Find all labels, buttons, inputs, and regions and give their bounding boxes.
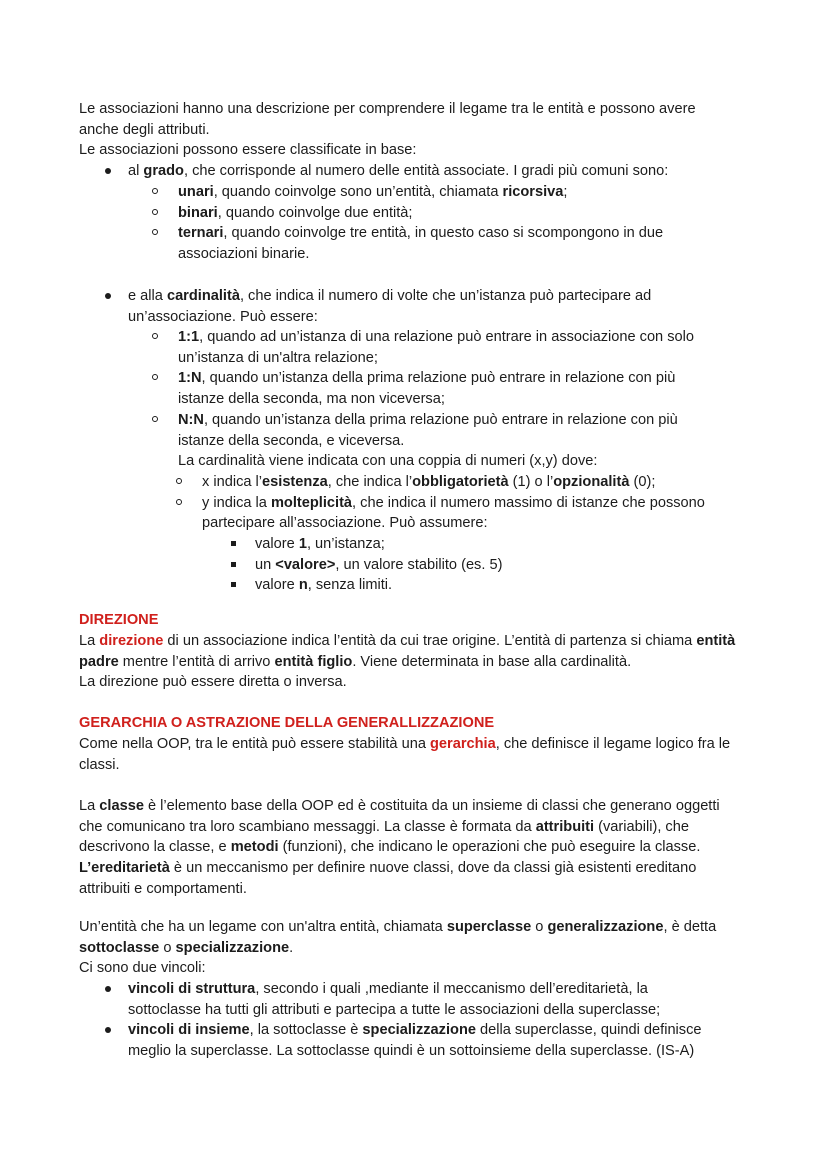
list-item <box>128 979 723 1020</box>
vincoli-struttura-text: , secondo i quali ,mediante il meccanismo dell’ereditarietà, la sottoclasse ha tutti gli attributi e partecipa a tutte le associazioni della superclasse; <box>128 981 661 1018</box>
cardinalita-note: La cardinalità viene indicata con una coppia di numeri (x,y) dove: <box>178 453 598 469</box>
superclasse-p2: o <box>531 919 548 935</box>
value-post: , senza limiti. <box>307 577 393 594</box>
direzione-paragraph <box>79 631 744 693</box>
gerarchia-highlight: gerarchia <box>430 736 496 752</box>
classe-p4: (funzioni), che indicano le operazioni che può eseguire la classe. <box>278 839 701 856</box>
y-post: , che indica il numero massimo di istanze che possono partecipare all’associazione. Può assumere: <box>202 494 705 532</box>
list-item <box>178 368 723 409</box>
one-to-many-bold: 1:N <box>178 370 202 387</box>
opzionalita-bold: opzionalità <box>553 474 630 490</box>
superclasse-p3: , è detta <box>663 919 717 935</box>
direzione-p2: di un associazione indica l’entità da cui trae origine. L’entità di partenza si chiama <box>163 633 697 649</box>
direzione-p1: La <box>79 633 100 649</box>
attribuiti-bold: attribuiti <box>535 818 595 835</box>
x-post: (0); <box>629 474 656 490</box>
ricorsiva-bold: ricorsiva <box>502 184 564 200</box>
grado-post: , che corrisponde al numero delle entità associate. I gradi più comuni sono: <box>183 163 669 179</box>
x-mid: , che indica l’ <box>327 474 413 490</box>
direzione-line2: La direzione può essere diretta o inversa. <box>79 674 347 691</box>
grado-pre: al <box>128 163 144 179</box>
classe-p1: La <box>79 798 100 814</box>
binari-bold: binari <box>178 204 218 221</box>
list-item <box>178 327 723 368</box>
one-to-one-text: , quando ad un’istanza di una relazione può entrare in associazione con solo un’istanza di un'altra relazione; <box>178 329 694 366</box>
molteplicita-bold: molteplicità <box>270 494 353 511</box>
grado-item <box>128 161 728 182</box>
classe-paragraph <box>79 796 744 900</box>
cardinalita-bold: cardinalità <box>166 288 240 304</box>
gerarchia-heading: GERARCHIA O ASTRAZIONE DELLA GENERALLIZZAZIONE <box>79 715 495 731</box>
many-to-many-text: , quando un’istanza della prima relazione può entrare in relazione con più istanze della seconda, e viceversa. <box>178 411 678 449</box>
list-item <box>178 410 723 451</box>
list-item <box>255 534 705 555</box>
value-pre: un <box>255 556 276 573</box>
classe-p3: (variabili), che descrivono la classe, e <box>79 818 689 856</box>
list-item <box>202 493 727 534</box>
direzione-p3: mentre l’entità di arrivo <box>118 653 275 670</box>
xy-list <box>202 472 727 534</box>
ereditarieta-bold: L’ereditarietà <box>79 860 170 877</box>
list-item <box>202 472 727 493</box>
direzione-p4: . Viene determinata in base alla cardinalità. <box>352 653 632 670</box>
binari-text: , quando coinvolge due entità; <box>217 204 413 221</box>
list-item <box>128 1020 723 1061</box>
vincoli-insieme-text: , la sottoclasse è <box>249 1022 363 1039</box>
list-item <box>178 203 718 224</box>
superclasse-paragraph <box>79 917 744 979</box>
y-pre: y indica la <box>202 494 271 511</box>
value-bold: 1 <box>298 536 307 552</box>
vincoli-insieme-bold: vincoli di insieme <box>128 1022 250 1039</box>
list-item <box>255 575 705 596</box>
ternari-text: , quando coinvolge tre entità, in questo caso si scompongono in due associazioni binarie. <box>178 225 664 263</box>
vincoli-struttura-bold: vincoli di struttura <box>128 981 256 997</box>
cardinalita-list <box>128 286 728 327</box>
gerarchia-paragraph <box>79 734 744 775</box>
cardinalita-item <box>128 286 728 327</box>
obbligatorieta-bold: obbligatorietà <box>412 474 509 490</box>
value-pre: valore <box>255 536 299 552</box>
unari-tail: ; <box>563 184 568 200</box>
entita-figlio-bold: entità figlio <box>274 653 353 670</box>
grado-sublist <box>178 182 718 265</box>
grado-bold: grado <box>143 163 184 179</box>
value-pre: valore <box>255 577 299 594</box>
entita-padre-bold: entità padre <box>79 633 736 670</box>
unari-bold: unari <box>178 184 214 200</box>
vincoli-intro: Ci sono due vincoli: <box>79 960 206 977</box>
value-bold: n <box>298 577 308 594</box>
value-post: , un’istanza; <box>306 536 385 552</box>
cardinalita-post: , che indica il numero di volte che un’istanza può partecipare ad un’associazione. Può essere: <box>128 288 652 325</box>
specializzazione-bold-2: specializzazione <box>362 1022 476 1039</box>
values-list <box>255 534 705 596</box>
gerarchia-p1: Come nella OOP, tra le entità può essere stabilità una <box>79 736 430 752</box>
superclasse-p4: o <box>159 939 176 956</box>
list-item <box>255 555 705 576</box>
gerarchia-p2: , che definisce il legame logico fra le classi. <box>79 736 731 773</box>
metodi-bold: metodi <box>230 839 279 856</box>
specializzazione-bold: specializzazione <box>175 939 290 956</box>
list-item <box>178 182 718 203</box>
classe-p2: è l’elemento base della OOP ed è costituita da un insieme di classi che generano oggetti che comunicano tra loro scambiano messaggi. La classe è formata da <box>79 798 720 835</box>
grado-list <box>128 161 728 182</box>
superclasse-p1: Un’entità che ha un legame con un'altra entità, chiamata <box>79 919 447 935</box>
esistenza-bold: esistenza <box>262 474 328 490</box>
vincoli-insieme-tail: della superclasse, quindi definisce meglio la superclasse. La sottoclasse quindi è un sottoinsieme della superclasse. (IS-A) <box>128 1022 702 1060</box>
superclasse-bold: superclasse <box>446 919 532 935</box>
intro-text: Le associazioni hanno una descrizione per comprendere il legame tra le entità e possono avere anche degli attributi. <box>79 101 696 138</box>
intro-paragraph <box>79 99 739 161</box>
generalizzazione-bold: generalizzazione <box>547 919 664 935</box>
sottoclasse-bold: sottoclasse <box>79 939 160 956</box>
intro-classification-text: Le associazioni possono essere classificate in base: <box>79 142 417 159</box>
one-to-one-bold: 1:1 <box>178 329 200 345</box>
value-post: , un valore stabilito (es. 5) <box>335 556 503 573</box>
ternari-bold: ternari <box>178 225 224 242</box>
unari-text: , quando coinvolge sono un’entità, chiamata <box>213 184 503 200</box>
vincoli-list <box>128 979 723 1062</box>
x-mid2: (1) o l’ <box>508 474 554 490</box>
one-to-many-text: , quando un’istanza della prima relazione può entrare in relazione con più istanze della seconda, ma non viceversa; <box>178 370 676 408</box>
list-item <box>178 223 718 264</box>
cardinalita-pre: e alla <box>128 288 167 304</box>
classe-p5: è un meccanismo per definire nuove classi, dove da classi già esistenti ereditano attribuiti e comportamenti. <box>79 860 697 897</box>
classe-bold: classe <box>99 798 144 814</box>
direzione-highlight: direzione <box>99 633 164 649</box>
direzione-heading: DIREZIONE <box>79 612 159 628</box>
many-to-many-bold: N:N <box>178 411 204 428</box>
superclasse-p5: . <box>289 939 294 956</box>
value-bold: <valore> <box>275 556 336 573</box>
cardinalita-sublist <box>178 327 723 451</box>
x-pre: x indica l’ <box>202 474 263 490</box>
